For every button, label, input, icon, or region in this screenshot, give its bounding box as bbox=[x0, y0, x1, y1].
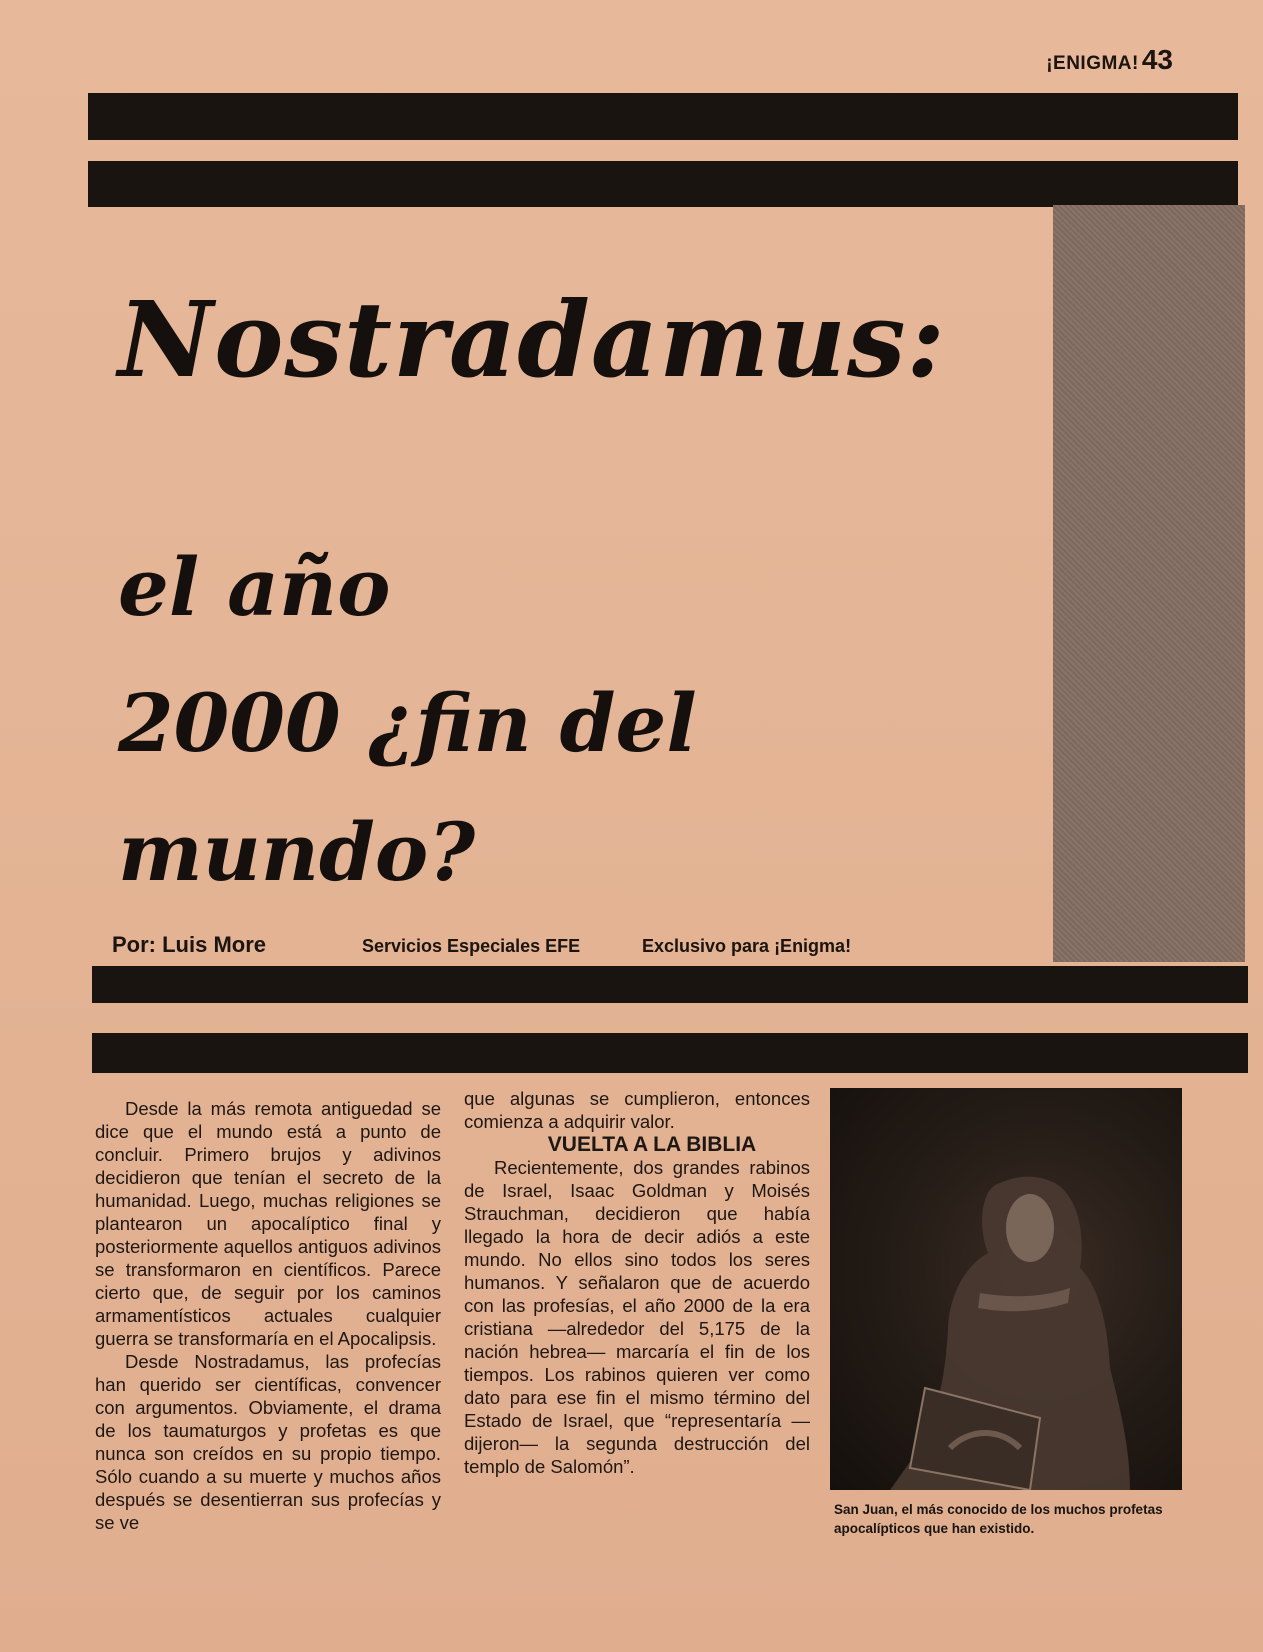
rule-mid-1 bbox=[92, 966, 1248, 1003]
magazine-name: ¡ENIGMA! bbox=[1046, 53, 1139, 74]
byline-service: Servicios Especiales EFE bbox=[362, 936, 581, 956]
headline-line-4: mundo? bbox=[118, 805, 476, 899]
byline-author: Por: Luis More bbox=[112, 932, 267, 957]
page-header bbox=[1046, 44, 1173, 76]
headline-line-1: Nostradamus: bbox=[118, 278, 946, 401]
photo-caption: San Juan, el más conocido de los muchos profetas apocalípticos que han existido. bbox=[834, 1502, 1163, 1536]
article-column-2 bbox=[464, 1087, 810, 1478]
rule-mid-2 bbox=[92, 1033, 1248, 1073]
paragraph: Desde la más remota antiguedad se dice que el mundo está a punto de concluir. Primero brujos y adivinos decidieron que tenían el secreto de la humanidad. Luego, muchas religiones se plantearon un apocalíptico final y posteriormente aquellos antiguos adivinos se transformaron en científicos. Parece cierto que, de seguir por los caminos armamentísticos actuales cualquier guerra se transformaría en el Apocalipsis. bbox=[95, 1098, 441, 1349]
byline-exclusive: Exclusivo para ¡Enigma! bbox=[642, 936, 852, 956]
rule-top-1 bbox=[88, 93, 1238, 140]
section-subheading: VUELTA A LA BIBLIA bbox=[547, 1133, 757, 1156]
page-number: 43 bbox=[1141, 44, 1173, 75]
headline-line-3: 2000 ¿fin del bbox=[118, 676, 697, 770]
article-column-1 bbox=[95, 1097, 441, 1534]
paragraph: Recientemente, dos grandes rabinos de Israel, Isaac Goldman y Moisés Strauchman, decidieron que había llegado la hora de decir adiós a este mundo. No ellos sino todos los seres humanos. Y señalaron que de acuerdo con las profesías, el año 2000 de la era cristiana —alrededor del 5,175 de la nación hebrea— marcaría el fin de los tiempos. Los rabinos quieren ver como dato para ese fin el mismo término del Estado de Israel, que “representaría —dijeron— la segunda destrucción del templo de Salomón”. bbox=[464, 1157, 810, 1477]
paragraph: Desde Nostradamus, las profecías han querido ser científicas, convencer con argumentos. Obviamente, el drama de los taumaturgos y profetas es que nunca son creídos en su propio tiempo. Sólo cuando a su muerte y muchos años después se desentierran sus profecías y se ve bbox=[95, 1351, 441, 1533]
shaded-panel bbox=[1053, 205, 1245, 962]
paragraph: que algunas se cumplieron, entonces comienza a adquirir valor. bbox=[464, 1088, 810, 1132]
headline-line-2: el año bbox=[118, 540, 391, 634]
san-juan-photo bbox=[830, 1088, 1182, 1490]
prophet-illustration bbox=[830, 1088, 1182, 1490]
rule-top-2 bbox=[88, 161, 1238, 207]
